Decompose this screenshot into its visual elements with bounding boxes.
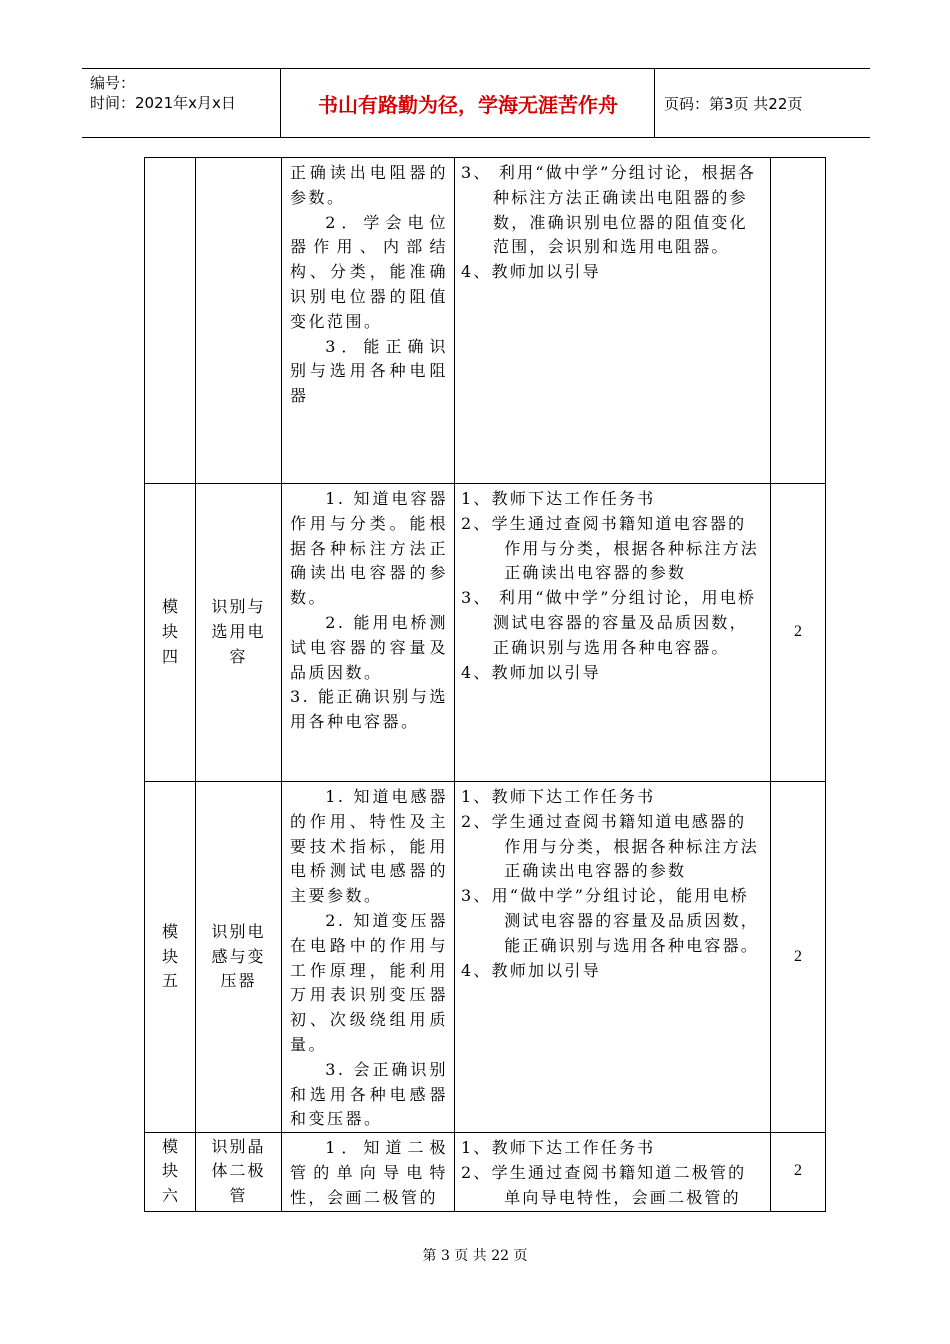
activity-item: 2、学生通过查阅书籍知道二极管的单向导电特性，会画二极管的	[461, 1162, 747, 1207]
activities-cell	[455, 1133, 771, 1211]
activity-item: 3、用“做中学”分组讨论，能用电桥测试电容器的容量及品质因数，能正确识别与选用各种电容器。	[461, 886, 759, 955]
document-time-label: 时间：2021年x月x日	[90, 94, 236, 112]
goals-cell	[282, 782, 455, 1133]
activity-item: 2、学生通过查阅书籍知道电容器的作用与分类，根据各种标注方法正确读出电容器的参数	[461, 513, 759, 583]
curriculum-table	[144, 157, 826, 1212]
activities-cell	[455, 158, 771, 484]
module-cell	[145, 1133, 196, 1211]
table-row	[145, 484, 826, 782]
header-meta	[90, 73, 280, 113]
hours-cell	[771, 158, 826, 484]
goals-cell	[282, 158, 455, 484]
page-header	[82, 68, 870, 138]
activity-item: 4、教师加以引导	[461, 262, 601, 282]
hours-cell: 2	[771, 1133, 826, 1211]
activities-cell	[455, 782, 771, 1133]
goal-item: 正确读出电阻器的参数。	[290, 163, 448, 207]
hours-cell: 2	[771, 484, 826, 782]
activity-item: 1、教师下达工作任务书	[461, 1138, 656, 1158]
page-footer: 第 3 页 共 22 页	[422, 1248, 528, 1264]
table-row	[145, 782, 826, 1133]
module-name-cell: 识别电感与变压器	[196, 782, 282, 1133]
goal-item: 1．知道二极管的单向导电特性，会画二极管的	[290, 1138, 448, 1207]
table-row	[145, 158, 826, 484]
goal-item: 2. 能用电桥测试电容器的容量及品质因数。	[290, 612, 448, 682]
activity-item: 1、教师下达工作任务书	[461, 787, 656, 806]
activity-item: 2、学生通过查阅书籍知道电感器的作用与分类，根据各种标注方法正确读出电容器的参数	[461, 811, 759, 881]
goals-cell	[282, 484, 455, 782]
module-name-cell: 识别与选用电容	[196, 484, 282, 782]
document-number-label: 编号：	[90, 74, 136, 92]
goal-item: 3. 能正确识别与选用各种电容器。	[290, 687, 448, 732]
module-cell	[145, 158, 196, 484]
module-cell	[145, 782, 196, 1133]
goal-item: 1. 知道电感器的作用、特性及主要技术指标，能用电桥测试电感器的主要参数。	[290, 787, 448, 906]
goal-item: 1. 知道电容器作用与分类。能根据各种标注方法正确读出电容器的参数。	[290, 489, 448, 608]
module-cell	[145, 484, 196, 782]
goal-item: 3．能正确识别与选用各种电阻器	[290, 336, 448, 406]
hours-cell: 2	[771, 782, 826, 1133]
activity-item: 3、 利用“做中学”分组讨论，根据各种标注方法正确读出电阻器的参数，准确识别电位器的阻值变化范围，会识别和选用电阻器。	[461, 163, 757, 257]
goal-item: 2. 知道变压器在电路中的作用与工作原理，能利用万用表识别变压器初、次级绕组用质量。	[290, 910, 448, 1054]
header-page-number: 页码：第3页 共22页	[664, 94, 803, 113]
module-label: 模块四	[161, 597, 178, 666]
header-divider	[654, 69, 655, 137]
activity-item: 3、 利用“做中学”分组讨论，用电桥测试电容器的容量及品质因数，正确识别与选用各种电容器。	[461, 588, 757, 657]
goal-item: 2．学会电位器作用、内部结构、分类，能准确识别电位器的阻值变化范围。	[290, 212, 448, 331]
module-label: 模块六	[161, 1136, 178, 1206]
activity-item: 1、教师下达工作任务书	[461, 489, 656, 508]
activities-cell	[455, 484, 771, 782]
module-name-cell: 识别晶体二极管	[196, 1133, 282, 1211]
activity-item: 4、教师加以引导	[461, 662, 601, 682]
goal-item: 3. 会正确识别和选用各种电感器和变压器。	[290, 1059, 448, 1129]
module-label: 模块五	[161, 921, 178, 991]
module-name-cell	[196, 158, 282, 484]
activity-item: 4、教师加以引导	[461, 960, 601, 980]
table-row	[145, 1133, 826, 1211]
header-divider	[280, 69, 281, 137]
goals-cell	[282, 1133, 455, 1211]
header-motto: 书山有路勤为径，学海无涯苦作舟	[318, 92, 618, 117]
